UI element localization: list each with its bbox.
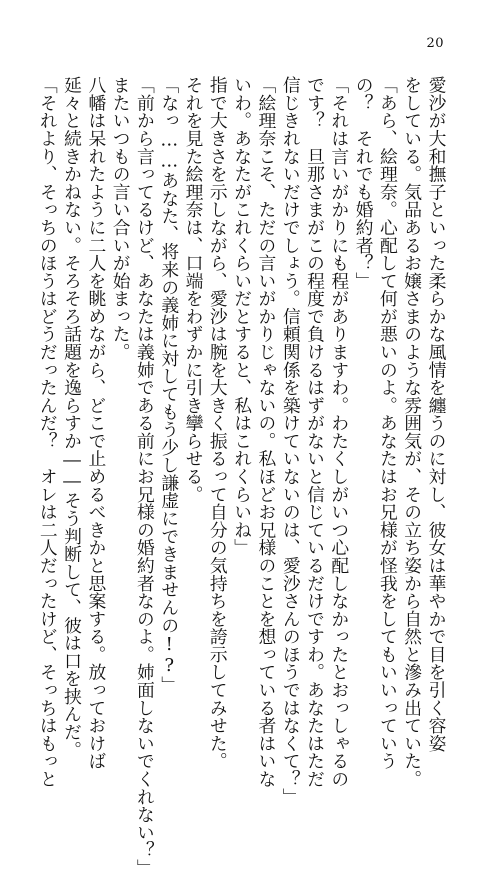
text-line: 延々と続きかねない。そろそろ話題を逸らすか――そう判断して、彼は口を挟んだ。 xyxy=(61,76,83,759)
text-line: 愛沙が大和撫子といった柔らかな風情を纏うのに対し、彼女は華やかで目を引く容姿 xyxy=(426,76,447,753)
text-line: 「絵理奈こそ、ただの言いがかりじゃないの。私ほどお兄様のことを想っている者はいな xyxy=(255,76,277,788)
page-number: 20 xyxy=(426,36,444,51)
text-line: またいつもの言い合いが始まった。 xyxy=(110,76,132,361)
text-line: いわ。あなたがこれくらいだとすると、私はこれくらいね」 xyxy=(231,76,253,557)
text-line: 信じきれないだけでしょう。信頼関係を築けていないのは、愛沙さんのほうではなくて？」 xyxy=(280,76,302,806)
text-line: 指で大きさを示しながら、愛沙は腕を大きく振るって自分の気持ちを誇示してみせた。 xyxy=(207,76,229,770)
text-line: 「それは言いがかりにも程がありますわ。わたくしがいつ心配しなかったとおっしゃるの xyxy=(328,76,350,788)
text-line: です？ 旦那さまがこの程度で負けるはずがないと信じているだけですわ。あなたはただ xyxy=(304,76,326,788)
text-line: 「なっ……あなた、将来の義姉に対してもう少し謙虚にできませんの!?」 xyxy=(158,76,180,694)
text-line: をしている。気品あるお嬢さまのような雰囲気が、その立ち姿から自然と滲み出ていた。 xyxy=(401,76,423,788)
vertical-text-body xyxy=(37,76,448,877)
text-line: 「それより、そっちのほうはどうだったんだ？ オレは二人だったけど、そっちはもっと xyxy=(37,76,59,788)
text-line: 「あら、絵理奈。心配して何が悪いのよ。あなたはお兄様が怪我をしてもいいっていう xyxy=(377,76,399,770)
text-line: それを見た絵理奈は、口端をわずかに引き攣らせる。 xyxy=(183,76,205,503)
text-line: 八幡は呆れたように二人を眺めながら、どこで止めるべきかと思案する。放っておけば xyxy=(85,76,107,770)
text-line: 「前から言ってるけど、あなたは義姉である前にお兄様の婚約者なのよ。姉面しないでくれない？」 xyxy=(134,76,156,877)
text-line: の？ それでも婚約者？」 xyxy=(353,76,375,290)
